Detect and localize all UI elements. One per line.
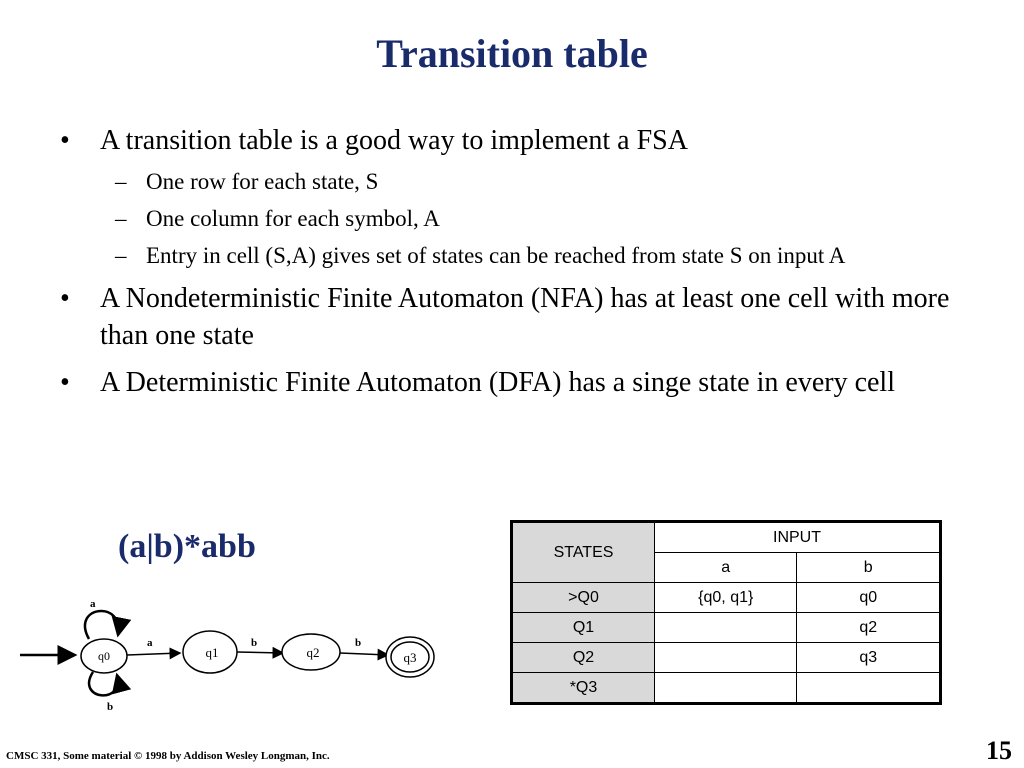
state-cell: *Q3: [512, 673, 655, 704]
transition-table-container: [510, 520, 942, 705]
state-cell: Q2: [512, 643, 655, 673]
sub-bullet-text: One column for each symbol, A: [146, 206, 440, 231]
state-q2-label: q2: [306, 645, 320, 660]
slide-title: Transition table: [376, 31, 648, 76]
state-q1-label: q1: [205, 645, 219, 660]
edge-q2-q3: [340, 653, 388, 655]
state-cell: Q1: [512, 613, 655, 643]
table-header-row: [512, 522, 941, 553]
edge-q0-q1-label: a: [147, 637, 153, 649]
state-q0-label: q0: [98, 649, 110, 663]
sub-bullet-item: [60, 167, 960, 197]
state-q3-label: q3: [403, 650, 417, 665]
bullet-text: A Deterministic Finite Automaton (DFA) has a singe state in every cell: [100, 367, 895, 398]
transition-cell: [655, 613, 797, 643]
symbol-header-a: a: [655, 553, 797, 583]
symbol-header-b: b: [797, 553, 941, 583]
bullet-list: [60, 122, 960, 411]
loop-top-arrow: [85, 611, 119, 639]
table-row: [512, 613, 941, 643]
sub-bullet-dash: –: [115, 169, 127, 194]
bullet-item: [60, 122, 960, 159]
sub-bullet-text: Entry in cell (S,A) gives set of states can be reached from state S on input A: [146, 243, 846, 268]
sub-bullet-item: [60, 241, 960, 271]
regex-expression: (a|b)*abb: [118, 528, 256, 565]
edge-q0-q1: [127, 653, 180, 655]
sub-bullet-text: One row for each state, S: [146, 169, 379, 194]
loop-top-label: a: [90, 598, 96, 610]
states-header: STATES: [512, 522, 655, 583]
sub-bullet-dash: –: [115, 206, 127, 231]
bullet-item: [60, 280, 960, 354]
state-cell: >Q0: [512, 583, 655, 613]
bullet-item: [60, 364, 960, 401]
transition-cell: [655, 673, 797, 704]
table-row: [512, 643, 941, 673]
bullet-text: A Nondeterministic Finite Automaton (NFA) has at least one cell with more than one state: [100, 283, 950, 351]
edge-q1-q2: [237, 652, 283, 653]
bullet-text: A transition table is a good way to implement a FSA: [100, 125, 688, 156]
transition-cell: [655, 643, 797, 673]
fsa-diagram: [15, 595, 455, 720]
transition-cell: {q0, q1}: [655, 583, 797, 613]
sub-bullet-item: [60, 204, 960, 234]
transition-cell: q0: [797, 583, 941, 613]
page-number: 15: [986, 736, 1012, 765]
transition-table: [510, 520, 942, 705]
footer-copyright: CMSC 331, Some material © 1998 by Addison Wesley Longman, Inc.: [6, 750, 330, 762]
transition-cell: [797, 673, 941, 704]
loop-bottom-arrow: [89, 672, 118, 695]
bullet-dot: •: [60, 283, 70, 314]
sub-bullet-dash: –: [115, 243, 127, 268]
loop-bottom-label: b: [107, 701, 114, 713]
bullet-dot: •: [60, 367, 70, 398]
transition-cell: q3: [797, 643, 941, 673]
table-row: [512, 673, 941, 704]
edge-q2-q3-label: b: [355, 637, 362, 649]
table-row: [512, 583, 941, 613]
edge-q1-q2-label: b: [251, 637, 258, 649]
input-header: INPUT: [655, 522, 941, 553]
bullet-dot: •: [60, 125, 70, 156]
transition-cell: q2: [797, 613, 941, 643]
